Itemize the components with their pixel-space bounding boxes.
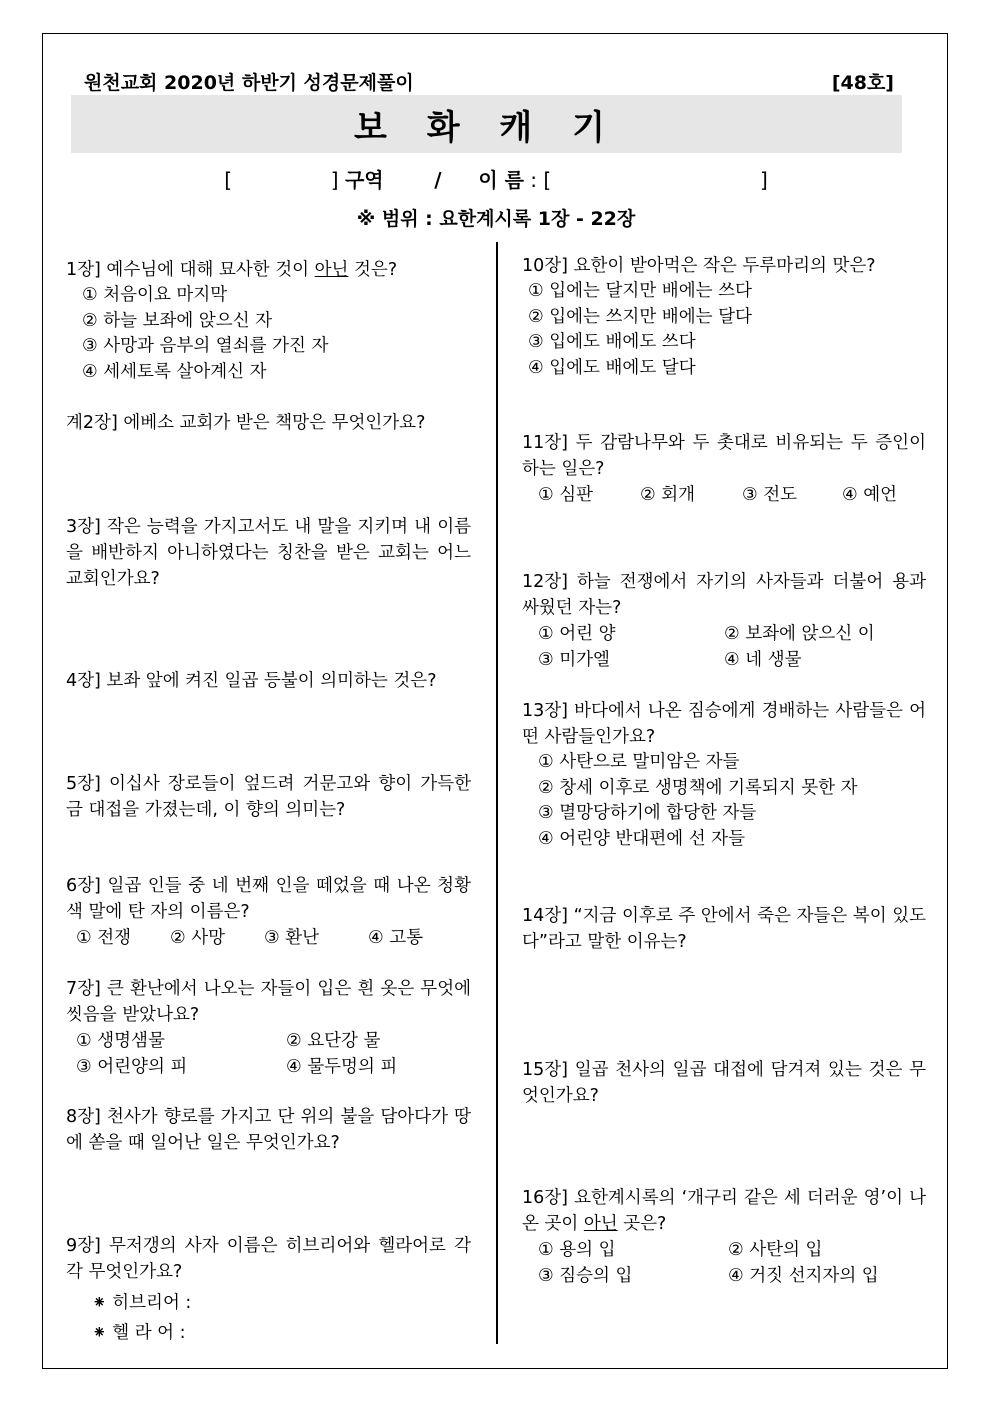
question-4: 4장] 보좌 앞에 켜진 일곱 등불이 의미하는 것은? <box>66 671 437 691</box>
q16-option-4[interactable]: ④ 거짓 선지자의 입 <box>728 1266 879 1286</box>
name-row <box>0 164 992 193</box>
scope-range: ※ 범위 : 요한계시록 1장 - 22장 <box>356 208 636 230</box>
q11-option-4[interactable]: ④ 예언 <box>842 485 898 505</box>
question-5: 5장] 이십사 장로들이 엎드려 거문고와 향이 가득한 금 대접을 가졌는데, 이 향의 의미는? <box>66 774 471 820</box>
q6-option-3[interactable]: ③ 환난 <box>264 928 320 948</box>
q7-option-3[interactable]: ③ 어린양의 피 <box>76 1057 188 1077</box>
question-12: 12장] 하늘 전쟁에서 자기의 사자들과 더불어 용과 싸웠던 자는? ① 어린 양 ② 보좌에 앉으신 이 ③ 미가엘 ④ 네 생물 <box>522 569 926 673</box>
q13-option-3[interactable]: ③ 멸망당하기에 합당한 자들 <box>538 803 757 823</box>
q1-option-3[interactable]: ③ 사망과 음부의 열쇠를 가진 자 <box>82 336 329 356</box>
district-bracket-open: [ <box>224 168 233 192</box>
question-13: 13장] 바다에서 나온 짐승에게 경배하는 사람들은 어떤 사람들인가요? ① 사탄으로 말미암은 자들 ② 창세 이후로 생명책에 기록되지 못한 자 ③ 멸망당하기에 합당한 자들 ④ 어린양 반대편에 선 자들 <box>522 698 926 852</box>
q1-option-2[interactable]: ② 하늘 보좌에 앉으신 자 <box>82 310 273 331</box>
name-bracket-close: ] <box>759 168 768 192</box>
question-1: 1장] 예수님에 대해 묘사한 것이 아닌 것은? ① 처음이요 마지막 ② 하늘 보좌에 앉으신 자 ③ 사망과 음부의 열쇠를 가진 자 ④ 세세토록 살아계신 자 <box>66 257 471 385</box>
q13-option-2[interactable]: ② 창세 이후로 생명책에 기록되지 못한 자 <box>538 777 858 798</box>
q16-option-1[interactable]: ① 용의 입 <box>538 1240 616 1260</box>
q13-option-1[interactable]: ① 사탄으로 말미암은 자들 <box>538 752 740 772</box>
district-label: 구역 <box>344 168 384 192</box>
church-title: 원천교회 2020년 하반기 성경문제풀이 <box>84 72 414 94</box>
q7-option-4[interactable]: ④ 물두멍의 피 <box>286 1057 398 1077</box>
q16-option-2[interactable]: ② 사탄의 입 <box>728 1240 823 1260</box>
column-divider <box>496 242 498 1344</box>
name-bracket-open: [ <box>543 168 552 192</box>
q11-option-1[interactable]: ① 심판 <box>538 485 594 505</box>
q16-option-3[interactable]: ③ 짐승의 입 <box>538 1266 633 1286</box>
question-11: 11장] 두 감람나무와 두 촛대로 비유되는 두 증인이 하는 일은? ① 심판 ② 회개 ③ 전도 ④ 예언 <box>522 430 926 508</box>
slash: / <box>434 168 442 192</box>
question-8: 8장] 천사가 향로를 가지고 단 위의 불을 담아다가 땅에 쏟을 때 일어난 일은 무엇인가요? <box>66 1107 471 1153</box>
q12-option-4[interactable]: ④ 네 생물 <box>724 650 802 670</box>
question-3: 3장] 작은 능력을 가지고서도 내 말을 지키며 내 이름을 배반하지 아니하였다는 칭찬을 받은 교회는 어느 교회인가요? <box>66 517 471 589</box>
name-label: 이 름 <box>478 168 524 192</box>
q12-option-1[interactable]: ① 어린 양 <box>538 624 616 644</box>
question-14: 14장] “지금 이후로 주 안에서 죽은 자들은 복이 있도다”라고 말한 이유는? <box>522 906 926 952</box>
question-10: 10장] 요한이 받아먹은 작은 두루마리의 맛은? ① 입에는 달지만 배에는 쓰다 ② 입에는 쓰지만 배에는 달다 ③ 입에도 배에도 쓰다 ④ 입에도 배에도 달다 <box>522 253 926 381</box>
q6-option-1[interactable]: ① 전쟁 <box>76 928 132 948</box>
question-2: 계2장] 에베소 교회가 받은 책망은 무엇인가요? <box>66 413 426 433</box>
q12-option-3[interactable]: ③ 미가엘 <box>538 650 610 670</box>
page-title: 보 화 캐 기 <box>354 107 619 148</box>
title-band <box>71 95 902 153</box>
q10-option-3[interactable]: ③ 입에도 배에도 쓰다 <box>528 332 696 352</box>
q1-option-1[interactable]: ① 처음이요 마지막 <box>82 285 228 305</box>
name-colon: : <box>530 168 538 192</box>
question-6: 6장] 일곱 인들 중 네 번째 인을 떼었을 때 나온 청황색 말에 탄 자의 이름은? ① 전쟁 ② 사망 ③ 환난 ④ 고통 <box>66 873 471 951</box>
q7-option-2[interactable]: ② 요단강 물 <box>286 1031 381 1051</box>
question-9: 9장] 무저갱의 사자 이름은 히브리어와 헬라어로 각각 무엇인가요? ⁕ 히브리어 : ⁕ 헬 라 어 : <box>66 1233 471 1346</box>
q12-option-2[interactable]: ② 보좌에 앉으신 이 <box>724 624 875 644</box>
q11-option-2[interactable]: ② 회개 <box>640 485 696 505</box>
q10-option-2[interactable]: ② 입에는 쓰지만 배에는 달다 <box>528 306 752 327</box>
q7-option-1[interactable]: ① 생명샘물 <box>76 1031 165 1051</box>
q6-option-2[interactable]: ② 사망 <box>170 928 226 948</box>
q6-option-4[interactable]: ④ 고통 <box>368 928 424 948</box>
question-7: 7장] 큰 환난에서 나오는 자들이 입은 흰 옷은 무엇에 씻음을 받았나요? ① 생명샘물 ② 요단강 물 ③ 어린양의 피 ④ 물두멍의 피 <box>66 976 471 1080</box>
q10-option-1[interactable]: ① 입에는 달지만 배에는 쓰다 <box>528 281 752 301</box>
q9-greek-line[interactable]: ⁕ 헬 라 어 : <box>92 1322 186 1343</box>
q1-option-4[interactable]: ④ 세세토록 살아계신 자 <box>82 361 267 382</box>
q10-option-4[interactable]: ④ 입에도 배에도 달다 <box>528 357 696 378</box>
question-15: 15장] 일곱 천사의 일곱 대접에 담겨져 있는 것은 무엇인가요? <box>522 1060 926 1106</box>
q9-hebrew-line[interactable]: ⁕ 히브리어 : <box>92 1293 192 1313</box>
q13-option-4[interactable]: ④ 어린양 반대편에 선 자들 <box>538 828 745 849</box>
question-16: 16장] 요한계시록의 ‘개구리 같은 세 더러운 영’이 나온 곳이 아닌 곳은? ① 용의 입 ② 사탄의 입 ③ 짐승의 입 ④ 거짓 선지자의 입 <box>522 1185 926 1289</box>
q11-option-3[interactable]: ③ 전도 <box>742 485 798 505</box>
district-bracket-close: ] <box>330 168 339 192</box>
issue-number: [48호] <box>831 72 894 94</box>
